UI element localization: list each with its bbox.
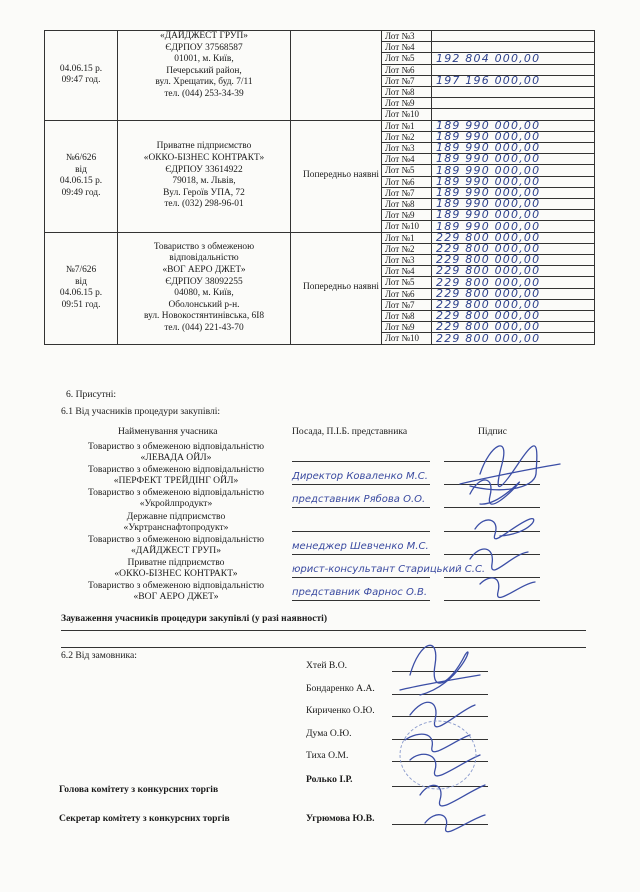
lot-amount: 197 196 000,00 — [432, 75, 595, 86]
representative-line — [292, 507, 430, 508]
bid-organization-line: 01001, м. Київ, — [174, 54, 234, 65]
customer-member-name: Бондаренко А.А. — [306, 682, 375, 694]
remarks-line — [61, 647, 586, 648]
bid-organization-cell — [118, 31, 291, 121]
lot-label: Лот №1 — [382, 232, 432, 243]
lot-amount: 229 800 000,00 — [432, 255, 595, 266]
lot-label: Лот №6 — [382, 176, 432, 187]
bid-organization-line: вул. Новокостянтинівська, 6І8 — [143, 311, 265, 322]
lot-amount — [432, 64, 595, 75]
bid-date-line: 09:49 год. — [61, 187, 101, 198]
participant-type: Товариство з обмеженою відповідальністю — [87, 487, 264, 499]
lot-amount: 189 990 000,00 — [432, 165, 595, 176]
lot-label: Лот №10 — [382, 333, 432, 344]
bid-organization-line: ЄДРПОУ 37568587 — [165, 42, 243, 53]
bid-lot-row — [45, 31, 595, 42]
signature-stroke — [470, 480, 519, 504]
participant-name: «ДАЙДЖЕСТ ГРУП» — [130, 544, 222, 556]
lot-amount: 189 990 000,00 — [432, 154, 595, 165]
lot-label: Лот №4 — [382, 154, 432, 165]
representative-line — [292, 461, 430, 462]
col-header-name: Найменування учасника — [118, 426, 218, 437]
lot-amount: 229 800 000,00 — [432, 311, 595, 322]
bid-organization-line: ЄДРПОУ 33614922 — [165, 164, 243, 175]
bid-organization-line: тел. (044) 221-43-70 — [164, 322, 244, 333]
lot-label: Лот №7 — [382, 75, 432, 86]
head-name: Ролько І.Р. — [306, 774, 353, 785]
lot-amount — [432, 87, 595, 98]
lot-amount: 229 800 000,00 — [432, 322, 595, 333]
signature-stroke — [425, 815, 485, 832]
signature-stroke — [480, 578, 535, 598]
representative-line — [292, 577, 430, 578]
col-header-signature: Підпис — [478, 426, 508, 437]
participant-type: Товариство з обмеженою відповідальністю — [87, 580, 264, 592]
bid-organization-line: відповідальністю — [169, 253, 239, 264]
bid-date-cell — [45, 232, 118, 344]
representative-handwritten: представник Рябова О.О. — [292, 494, 426, 506]
participant-name: «Укртранснафтопродукт» — [123, 521, 229, 533]
bid-organization-line: «ДАЙДЖЕСТ ГРУП» — [160, 31, 248, 41]
customer-member-name: Хтей В.О. — [306, 660, 348, 671]
lot-amount — [432, 42, 595, 53]
bid-date-line: від — [75, 164, 87, 175]
bid-organization-line: 04080, м. Київ, — [174, 288, 234, 299]
bid-date-line: 04.06.15 р. — [59, 63, 103, 74]
bid-organization-line: Приватне підприємство — [156, 141, 252, 152]
signature-stroke — [410, 754, 480, 776]
lot-amount — [432, 109, 595, 120]
representative-handwritten: менеджер Шевченко М.С. — [292, 540, 429, 552]
bid-date-line: 09:47 год. — [61, 75, 101, 86]
bids-table — [44, 30, 595, 345]
participant-type: Товариство з обмеженою відповідальністю — [87, 441, 264, 452]
bid-status-cell — [291, 31, 382, 121]
section-6-heading: 6. Присутні: — [66, 389, 117, 400]
lot-label: Лот №8 — [382, 199, 432, 210]
bid-organization-line: тел. (044) 253-34-39 — [164, 88, 244, 99]
lot-amount: 189 990 000,00 — [432, 199, 595, 210]
bid-date-line: 04.06.15 р. — [59, 176, 103, 187]
official-stamp — [400, 721, 476, 789]
representative-line — [292, 554, 430, 555]
bid-date-line: №7/626 — [65, 264, 97, 275]
lot-amount: 229 800 000,00 — [432, 288, 595, 299]
customer-member-name: Тиха О.М. — [306, 750, 349, 761]
bid-date-cell — [45, 120, 118, 232]
bid-date-line: №6/626 — [65, 152, 97, 163]
signature-stroke — [400, 675, 480, 690]
col-header-position: Посада, П.І.Б. представника — [292, 426, 408, 437]
lot-label: Лот №7 — [382, 187, 432, 198]
bid-date-line: від — [75, 276, 87, 287]
participant-name: «ОККО-БІЗНЕС КОНТРАКТ» — [114, 568, 238, 579]
lot-label: Лот №10 — [382, 109, 432, 120]
lot-label: Лот №5 — [382, 165, 432, 176]
customer-signatures — [380, 635, 500, 835]
lot-label: Лот №9 — [382, 98, 432, 109]
bid-organization-line: 79018, м. Львів, — [172, 176, 236, 187]
bid-status-cell: Попередньо наявні — [291, 120, 382, 232]
lot-label: Лот №10 — [382, 221, 432, 232]
bid-date-line: 04.06.15 р. — [59, 288, 103, 299]
lot-label: Лот №9 — [382, 210, 432, 221]
signature-stroke — [475, 519, 534, 539]
lot-label: Лот №6 — [382, 64, 432, 75]
signature-stroke — [410, 702, 475, 727]
lot-amount: 189 990 000,00 — [432, 131, 595, 142]
bid-organization-line: Товариство з обмеженою — [153, 241, 255, 252]
lot-amount: 189 990 000,00 — [432, 187, 595, 198]
lot-amount — [432, 98, 595, 109]
participant-name: «ВОГ АЕРО ДЖЕТ» — [133, 591, 219, 603]
lot-amount: 189 990 000,00 — [432, 120, 595, 131]
lot-amount: 229 800 000,00 — [432, 277, 595, 288]
participant-type: Приватне підприємство — [127, 557, 225, 568]
lot-label: Лот №2 — [382, 131, 432, 142]
bid-organization-line: «ВОГ АЕРО ДЖЕТ» — [162, 264, 246, 275]
secretary-name: Угрюмова Ю.В. — [306, 813, 375, 824]
lot-amount: 189 990 000,00 — [432, 221, 595, 232]
lot-label: Лот №4 — [382, 42, 432, 53]
participant-type: Товариство з обмеженою відповідальністю — [87, 464, 264, 476]
lot-label: Лот №1 — [382, 120, 432, 131]
secretary-label: Секретар комітету з конкурсних торгів — [59, 813, 230, 824]
lot-label: Лот №3 — [382, 31, 432, 42]
lot-label: Лот №3 — [382, 143, 432, 154]
representative-handwritten: представник Фарнос О.В. — [292, 587, 428, 599]
participant-name: «Укройлпродукт» — [139, 498, 213, 510]
representative-line — [292, 531, 430, 532]
lot-label: Лот №6 — [382, 288, 432, 299]
bid-organization-line: тел. (032) 298-96-01 — [164, 199, 244, 210]
lot-amount: 229 800 000,00 — [432, 232, 595, 243]
lot-amount: 229 800 000,00 — [432, 243, 595, 254]
participant-type: Товариство з обмеженою відповідальністю — [87, 533, 264, 545]
bid-organization-cell — [118, 232, 291, 344]
lot-amount: 229 800 000,00 — [432, 299, 595, 310]
representative-line — [292, 484, 430, 485]
bid-organization-line: «ОККО-БІЗНЕС КОНТРАКТ» — [143, 152, 265, 163]
signature-stroke — [470, 446, 537, 490]
lot-label: Лот №9 — [382, 322, 432, 333]
participant-name: «ЛЕВАДА ОЙЛ» — [140, 452, 212, 463]
lot-label: Лот №3 — [382, 255, 432, 266]
bid-lot-row — [45, 232, 595, 243]
signature-stroke — [405, 734, 470, 752]
signature-stroke — [410, 645, 468, 695]
lot-amount: 189 990 000,00 — [432, 210, 595, 221]
lot-label: Лот №5 — [382, 277, 432, 288]
representative-line — [292, 600, 430, 601]
bid-status-cell: Попередньо наявні — [291, 232, 382, 344]
signature-stroke — [470, 549, 528, 570]
lot-label: Лот №8 — [382, 311, 432, 322]
lot-amount: 189 990 000,00 — [432, 176, 595, 187]
lot-label: Лот №4 — [382, 266, 432, 277]
participant-name: «ПЕРФЕКТ ТРЕЙДІНГ ОЙЛ» — [113, 475, 239, 487]
bid-organization-line: Вул. Героїв УПА, 72 — [163, 187, 245, 198]
lot-amount: 192 804 000,00 — [432, 53, 595, 64]
bid-organization-line: ЄДРПОУ 38092255 — [165, 276, 243, 287]
representative-handwritten: Директор Коваленко М.С. — [292, 471, 428, 483]
bid-organization-line: Печерський район, — [166, 65, 242, 76]
lot-amount: 189 990 000,00 — [432, 143, 595, 154]
section-61-heading: 6.1 Від учасників процедури закупівлі: — [61, 406, 221, 417]
remarks-label: Зауваження учасників процедури закупівлі (у разі наявності) — [61, 613, 328, 624]
lot-label: Лот №2 — [382, 243, 432, 254]
bid-organization-line: Оболонський р-н. — [168, 299, 240, 310]
signature-stroke — [420, 785, 485, 806]
lot-amount — [432, 31, 595, 42]
lot-amount: 229 800 000,00 — [432, 333, 595, 344]
lot-label: Лот №5 — [382, 53, 432, 64]
participant-type: Державне підприємство — [126, 510, 226, 522]
bid-organization-cell — [118, 120, 291, 232]
customer-member-name: Дума О.Ю. — [306, 727, 352, 739]
bid-date-line: 09:51 год. — [61, 299, 101, 310]
customer-member-name: Кириченко О.Ю. — [306, 705, 375, 716]
bid-date-cell — [45, 31, 118, 121]
lot-label: Лот №8 — [382, 87, 432, 98]
head-label: Голова комітету з конкурсних торгів — [59, 784, 219, 795]
lot-label: Лот №7 — [382, 299, 432, 310]
representative-handwritten: юрист-консультант Старицький С.С. — [292, 564, 486, 575]
section-62-heading: 6.2 Від замовника: — [61, 650, 137, 661]
remarks-line — [61, 630, 586, 631]
bid-organization-line: вул. Хрещатик, буд. 7/11 — [155, 77, 253, 88]
lot-amount: 229 800 000,00 — [432, 266, 595, 277]
signature-stroke — [460, 464, 560, 484]
participant-signatures — [440, 434, 580, 604]
bid-lot-row — [45, 120, 595, 131]
